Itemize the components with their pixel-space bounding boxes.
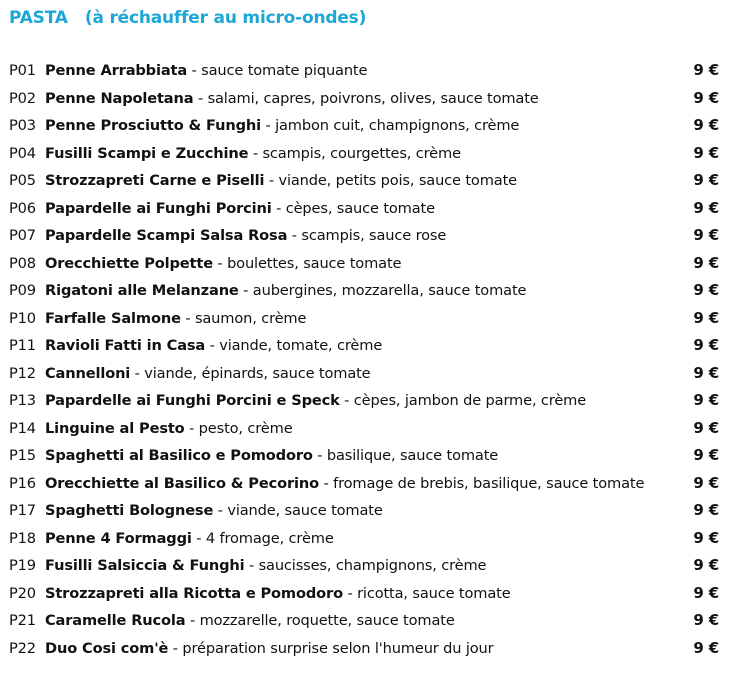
item-separator: - bbox=[185, 612, 200, 629]
item-name: Caramelle Rucola bbox=[45, 612, 186, 629]
item-description: viande, sauce tomate bbox=[227, 502, 383, 519]
menu-item bbox=[0, 112, 750, 140]
item-line bbox=[45, 112, 519, 140]
item-price: 9 € bbox=[693, 198, 719, 217]
item-price: 9 € bbox=[693, 583, 719, 602]
item-price: 9 € bbox=[693, 143, 719, 162]
item-line bbox=[45, 580, 511, 608]
item-line bbox=[45, 277, 526, 305]
menu-item bbox=[0, 442, 750, 470]
item-description: cèpes, sauce tomate bbox=[285, 199, 435, 217]
item-code: P10 bbox=[9, 309, 36, 327]
item-description: ricotta, sauce tomate bbox=[357, 584, 511, 602]
item-name: Spaghetti Bolognese bbox=[45, 502, 214, 519]
section-heading bbox=[9, 8, 366, 28]
item-code: P09 bbox=[9, 282, 36, 299]
item-code: P15 bbox=[9, 447, 36, 464]
item-price: 9 € bbox=[693, 501, 719, 519]
menu-item bbox=[0, 607, 750, 635]
menu-item bbox=[0, 277, 750, 305]
item-price: 9 € bbox=[693, 336, 719, 354]
item-line bbox=[45, 415, 293, 443]
menu-item bbox=[0, 387, 750, 415]
menu-item bbox=[0, 305, 750, 333]
item-separator: - bbox=[130, 364, 145, 382]
item-separator: - bbox=[248, 144, 263, 162]
section-subtitle: (à réchauffer au micro-ondes) bbox=[84, 8, 367, 28]
item-description: boulettes, sauce tomate bbox=[227, 254, 402, 272]
item-price: 9 € bbox=[693, 556, 719, 574]
item-line bbox=[45, 552, 486, 580]
item-description: viande, épinards, sauce tomate bbox=[144, 364, 371, 382]
item-line bbox=[45, 167, 517, 195]
item-price: 9 € bbox=[693, 528, 719, 547]
item-price: 9 € bbox=[693, 281, 719, 299]
item-price: 9 € bbox=[693, 308, 719, 327]
item-separator: - bbox=[339, 392, 354, 409]
item-description: scampis, courgettes, crème bbox=[262, 144, 461, 162]
item-code: P14 bbox=[9, 419, 36, 437]
item-line bbox=[45, 442, 498, 470]
item-line bbox=[45, 470, 644, 498]
item-separator: - bbox=[238, 282, 253, 299]
item-description: scampis, sauce rose bbox=[301, 227, 447, 244]
item-name: Strozzapreti Carne e Piselli bbox=[45, 172, 265, 189]
item-line bbox=[45, 250, 401, 278]
item-code: P05 bbox=[9, 172, 36, 189]
item-name: Papardelle ai Funghi Porcini bbox=[45, 199, 272, 217]
item-line bbox=[45, 195, 435, 223]
item-price: 9 € bbox=[693, 116, 719, 134]
item-separator: - bbox=[193, 89, 208, 107]
item-code: P04 bbox=[9, 144, 36, 162]
item-separator: - bbox=[244, 557, 259, 574]
item-line bbox=[45, 305, 306, 333]
item-separator: - bbox=[187, 62, 202, 79]
item-separator: - bbox=[342, 584, 358, 602]
menu-item bbox=[0, 250, 750, 278]
item-description: cèpes, jambon de parme, crème bbox=[353, 392, 587, 409]
item-code: P11 bbox=[9, 337, 36, 354]
item-line bbox=[45, 332, 382, 360]
item-name: Fusilli Salsiccia & Funghi bbox=[45, 557, 245, 574]
item-description: saumon, crème bbox=[194, 309, 307, 327]
item-separator: - bbox=[318, 474, 334, 492]
item-name: Rigatoni alle Melanzane bbox=[45, 282, 239, 299]
item-name: Strozzapreti alla Ricotta e Pomodoro bbox=[45, 584, 343, 602]
item-code: P01 bbox=[9, 62, 36, 79]
item-code: P03 bbox=[9, 117, 36, 134]
item-separator: - bbox=[212, 254, 228, 272]
item-separator: - bbox=[184, 419, 199, 437]
item-description: mozzarelle, roquette, sauce tomate bbox=[199, 612, 455, 629]
menu-item bbox=[0, 222, 750, 250]
item-code: P12 bbox=[9, 364, 36, 382]
item-code: P19 bbox=[9, 557, 36, 574]
item-separator: - bbox=[180, 309, 195, 327]
item-description: saucisses, champignons, crème bbox=[258, 557, 487, 574]
item-separator: - bbox=[287, 227, 302, 244]
item-description: pesto, crème bbox=[198, 419, 293, 437]
item-price: 9 € bbox=[693, 253, 719, 272]
section-title: PASTA bbox=[9, 8, 68, 28]
menu-item bbox=[0, 360, 750, 388]
menu-item bbox=[0, 497, 750, 525]
item-code: P22 bbox=[9, 639, 36, 657]
item-line bbox=[45, 85, 539, 113]
menu-item bbox=[0, 580, 750, 608]
item-name: Linguine al Pesto bbox=[45, 419, 185, 437]
item-price: 9 € bbox=[693, 418, 719, 437]
item-name: Spaghetti al Basilico e Pomodoro bbox=[45, 447, 313, 464]
item-name: Orecchiette al Basilico & Pecorino bbox=[45, 474, 319, 492]
item-price: 9 € bbox=[693, 391, 719, 409]
menu-item bbox=[0, 470, 750, 498]
item-price: 9 € bbox=[693, 446, 719, 464]
item-description: préparation surprise selon l'humeur du jour bbox=[182, 639, 494, 657]
item-separator: - bbox=[312, 447, 327, 464]
menu-item bbox=[0, 332, 750, 360]
item-description: aubergines, mozzarella, sauce tomate bbox=[252, 282, 527, 299]
item-separator: - bbox=[264, 172, 279, 189]
menu-item bbox=[0, 167, 750, 195]
item-separator: - bbox=[213, 502, 228, 519]
item-description: basilique, sauce tomate bbox=[326, 447, 499, 464]
item-price: 9 € bbox=[693, 171, 719, 189]
item-code: P18 bbox=[9, 529, 36, 547]
item-line bbox=[45, 387, 586, 415]
pasta-menu-list bbox=[0, 57, 750, 662]
item-description: sauce tomate piquante bbox=[201, 62, 368, 79]
menu-item bbox=[0, 85, 750, 113]
item-separator: - bbox=[260, 117, 276, 134]
menu-item bbox=[0, 415, 750, 443]
item-code: P08 bbox=[9, 254, 36, 272]
item-price: 9 € bbox=[693, 88, 719, 107]
item-line bbox=[45, 497, 383, 525]
item-name: Duo Cosi com'è bbox=[45, 639, 169, 657]
item-separator: - bbox=[271, 199, 286, 217]
item-code: P21 bbox=[9, 612, 36, 629]
item-name: Ravioli Fatti in Casa bbox=[45, 337, 206, 354]
item-code: P16 bbox=[9, 474, 36, 492]
item-name: Cannelloni bbox=[45, 364, 131, 382]
item-code: P02 bbox=[9, 89, 36, 107]
item-line bbox=[45, 140, 461, 168]
item-name: Penne Arrabbiata bbox=[45, 62, 188, 79]
item-line bbox=[45, 360, 371, 388]
item-name: Orecchiette Polpette bbox=[45, 254, 213, 272]
item-line bbox=[45, 635, 493, 663]
item-description: jambon cuit, champignons, crème bbox=[275, 117, 520, 134]
item-separator: - bbox=[168, 639, 183, 657]
item-name: Penne Napoletana bbox=[45, 89, 194, 107]
item-name: Farfalle Salmone bbox=[45, 309, 181, 327]
item-name: Penne 4 Formaggi bbox=[45, 529, 192, 547]
item-line bbox=[45, 222, 446, 250]
menu-item bbox=[0, 525, 750, 553]
item-code: P06 bbox=[9, 199, 36, 217]
item-description: salami, capres, poivrons, olives, sauce tomate bbox=[207, 89, 539, 107]
item-line bbox=[45, 525, 334, 553]
item-price: 9 € bbox=[693, 363, 719, 382]
menu-item bbox=[0, 195, 750, 223]
menu-item bbox=[0, 635, 750, 663]
item-description: viande, petits pois, sauce tomate bbox=[278, 172, 517, 189]
menu-item bbox=[0, 57, 750, 85]
item-description: fromage de brebis, basilique, sauce tomate bbox=[333, 474, 645, 492]
item-name: Penne Prosciutto & Funghi bbox=[45, 117, 261, 134]
item-line bbox=[45, 57, 367, 85]
item-code: P20 bbox=[9, 584, 36, 602]
item-description: 4 fromage, crème bbox=[205, 529, 334, 547]
menu-item bbox=[0, 140, 750, 168]
item-name: Papardelle Scampi Salsa Rosa bbox=[45, 227, 288, 244]
menu-item bbox=[0, 552, 750, 580]
item-price: 9 € bbox=[693, 226, 719, 244]
item-separator: - bbox=[191, 529, 206, 547]
item-separator: - bbox=[205, 337, 220, 354]
item-line bbox=[45, 607, 455, 635]
item-price: 9 € bbox=[693, 61, 719, 79]
item-description: viande, tomate, crème bbox=[219, 337, 383, 354]
item-price: 9 € bbox=[693, 638, 719, 657]
item-code: P13 bbox=[9, 392, 36, 409]
item-price: 9 € bbox=[693, 473, 719, 492]
item-price: 9 € bbox=[693, 611, 719, 629]
item-name: Fusilli Scampi e Zucchine bbox=[45, 144, 249, 162]
item-code: P07 bbox=[9, 227, 36, 244]
item-name: Papardelle ai Funghi Porcini e Speck bbox=[45, 392, 340, 409]
item-code: P17 bbox=[9, 502, 36, 519]
